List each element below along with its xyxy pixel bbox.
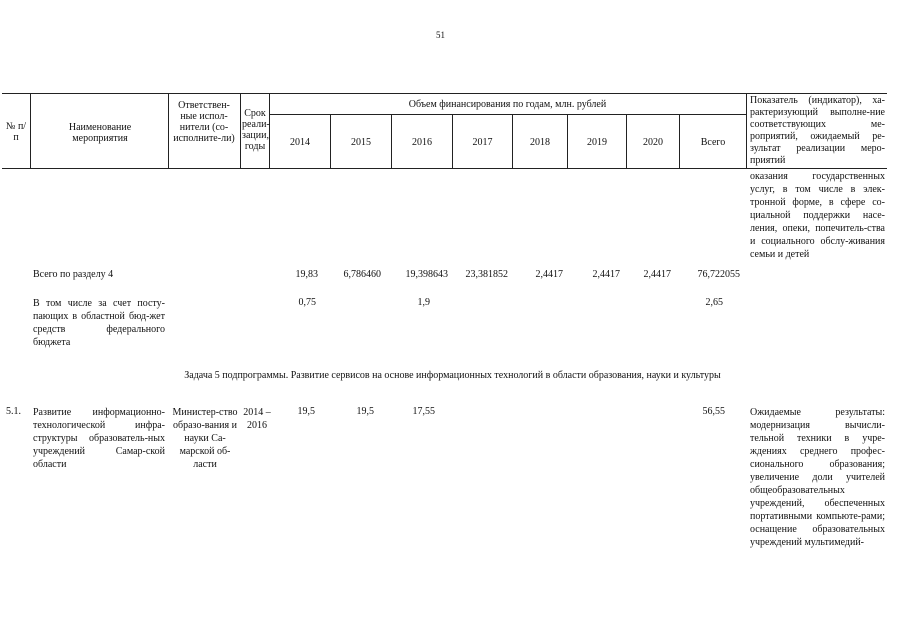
header-year-2016: 2016 bbox=[412, 137, 432, 148]
item-total: 56,55 bbox=[702, 406, 725, 417]
header-total: Всего bbox=[700, 137, 726, 148]
federal-2014: 0,75 bbox=[298, 297, 316, 308]
header-year-2015: 2015 bbox=[351, 137, 371, 148]
item-responsible: Министер-ство образо-вания и науки Са-марской об-ласти bbox=[172, 407, 238, 470]
federal-row-label: В том числе за счет посту-пающих в областной бюд-жет средств федерального бюджета bbox=[33, 298, 165, 348]
federal-total: 2,65 bbox=[705, 297, 723, 308]
item-2016: 17,55 bbox=[412, 406, 435, 417]
header-year-2017: 2017 bbox=[472, 137, 493, 148]
header-col-indicator: Показатель (индикатор), ха-рактеризующий выполне-ние соответствующих ме-роприятий, ожидаемый ре-зультат реализации меро-приятий bbox=[750, 95, 885, 166]
item-indicator: Ожидаемые результаты: модернизация вычисли-тельной техники в учре-ждениях среднего профес-сионального образования; увеличение доли учителей общеобразовательных учреждений, обеспеченных портативными компьюте-рами; оснащение образовательных учреждений мультимедий- bbox=[750, 407, 885, 548]
item-2015: 19,5 bbox=[356, 406, 374, 417]
header-col-funding: Объем финансирования по годам, млн. рублей bbox=[408, 99, 607, 110]
header-year-2019: 2019 bbox=[587, 137, 607, 148]
federal-2016: 1,9 bbox=[417, 297, 430, 308]
page-number: 51 bbox=[436, 30, 445, 40]
total-2015: 6,786460 bbox=[343, 269, 381, 280]
header-year-2018: 2018 bbox=[530, 137, 550, 148]
total-2019: 2,4417 bbox=[592, 269, 620, 280]
item-2014: 19,5 bbox=[297, 406, 315, 417]
total-2020: 2,4417 bbox=[643, 269, 671, 280]
section-total-label: Всего по разделу 4 bbox=[33, 269, 114, 280]
task-heading: Задача 5 подпрограммы. Развитие сервисов на основе информационных технологий в области образования, науки и культуры bbox=[184, 370, 721, 381]
indicator-continued: оказания государственных услуг, в том числе в элек-тронной форме, в сфере со-циальной поддержки насе-ления, опеки, попечитель-ства и социального обслу-живания семьи и детей bbox=[750, 171, 885, 260]
item-term: 2014 – 2016 bbox=[243, 407, 271, 431]
total-2018: 2,4417 bbox=[535, 269, 563, 280]
total-2014: 19,83 bbox=[295, 269, 318, 280]
total-2016: 19,398643 bbox=[405, 269, 448, 280]
header-col-responsible: Ответствен-ные испол-нители (со-исполните-ли) bbox=[173, 100, 235, 144]
total-all: 76,722055 bbox=[697, 269, 740, 280]
item-number: 5.1. bbox=[6, 406, 21, 417]
header-year-2020: 2020 bbox=[643, 137, 663, 148]
item-name: Развитие информационно-технологической инфра-структуры образователь-ных учреждений Самар-ской области bbox=[33, 407, 165, 470]
header-col-name: Наименование мероприятия bbox=[68, 122, 132, 144]
total-2017: 23,381852 bbox=[465, 269, 508, 280]
header-col-term: Срок реали-зации, годы bbox=[242, 108, 270, 152]
header-col-no: № п/п bbox=[5, 121, 27, 143]
header-year-2014: 2014 bbox=[290, 137, 310, 148]
